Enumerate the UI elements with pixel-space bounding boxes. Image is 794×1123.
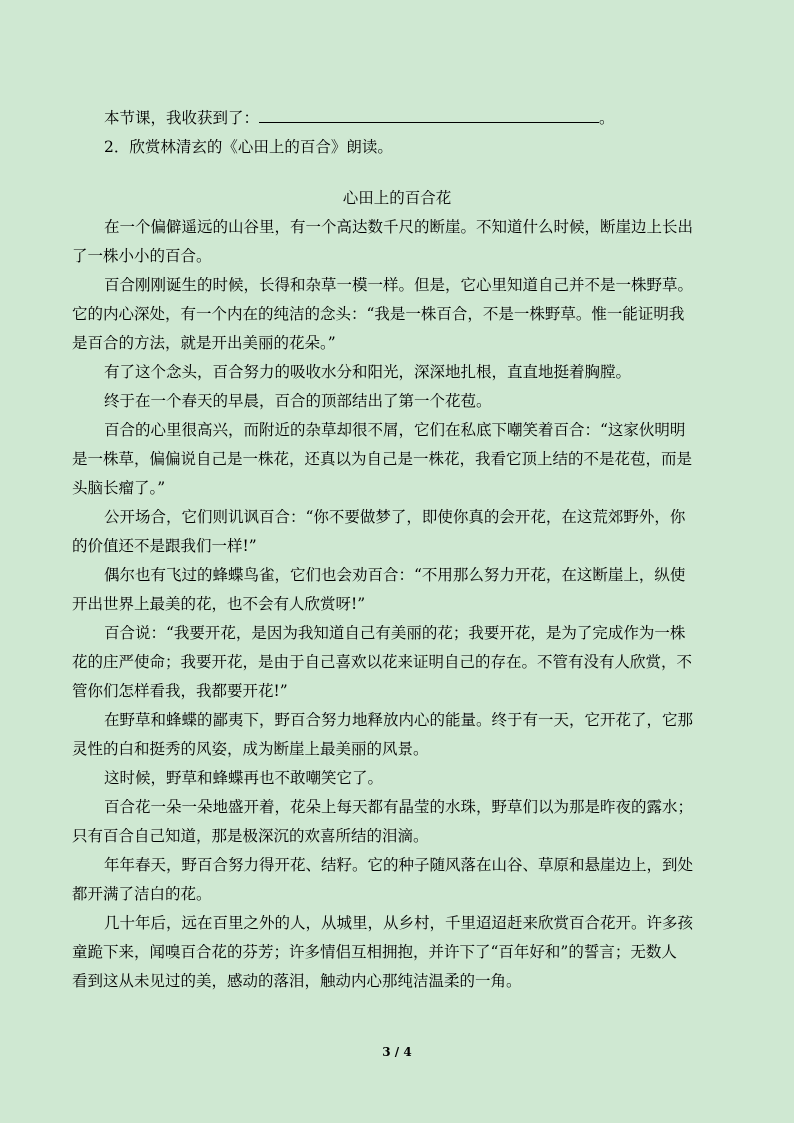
story-line: 都开满了洁白的花。 [72, 885, 212, 903]
story-line: 的价值还不是跟我们一样!” [72, 537, 257, 555]
reflection-prompt [72, 104, 722, 133]
story-line: 偶尔也有飞过的蜂蝶鸟雀，它们也会劝百合：“不用那么努力开花，在这断崖上，纵使 [104, 566, 686, 584]
story-line: 它的内心深处，有一个内在的纯洁的念头：“我是一株百合，不是一株野草。惟一能证明我 [72, 305, 685, 323]
reflection-prefix: 本节课，我收获到了： [104, 109, 260, 127]
story-line: 管你们怎样看我，我都要开花!” [72, 682, 288, 700]
story-line: 灵性的白和挺秀的风姿，成为断崖上最美丽的风景。 [72, 740, 429, 758]
page-content [72, 104, 722, 996]
story-line: 百合的心里很高兴，而附近的杂草却很不屑，它们在私底下嘲笑着百合：“这家伙明明 [104, 421, 686, 439]
story-title: 心田上的百合花 [342, 189, 452, 207]
story-line: 是百合的方法，就是开出美丽的花朵。” [72, 334, 336, 352]
story-line: 只有百合自己知道，那是极深沉的欢喜所结的泪滴。 [72, 827, 429, 845]
story-line: 百合说：“我要开花，是因为我知道自己有美丽的花；我要开花，是为了完成作为一株 [104, 624, 686, 642]
story-line: 了一株小小的百合。 [72, 247, 212, 265]
story-line: 在一个偏僻遥远的山谷里，有一个高达数千尺的断崖。不知道什么时候，断崖边上长出 [104, 218, 694, 236]
story-line: 开出世界上最美的花，也不会有人欣赏呀!” [72, 595, 366, 613]
story-line: 头脑长瘤了。” [72, 479, 166, 497]
story-line: 终于在一个春天的早晨，百合的顶部结出了第一个花苞。 [104, 392, 492, 410]
story-line: 这时候，野草和蜂蝶再也不敢嘲笑它了。 [104, 769, 384, 787]
story-line: 百合花一朵一朵地盛开着，花朵上每天都有晶莹的水珠，野草们以为那是昨夜的露水； [104, 798, 694, 816]
spacer [72, 162, 722, 184]
reflection-suffix: 。 [599, 109, 615, 127]
story-line: 百合刚刚诞生的时候，长得和杂草一模一样。但是，它心里知道自己并不是一株野草。 [104, 276, 694, 294]
story-line: 花的庄严使命；我要开花，是由于自己喜欢以花来证明自己的存在。不管有没有人欣赏，不 [72, 653, 693, 671]
story-line: 有了这个念头，百合努力的吸收水分和阳光，深深地扎根，直直地挺着胸膛。 [104, 363, 632, 381]
story-line: 年年春天，野百合努力得开花、结籽。它的种子随风落在山谷、草原和悬崖边上，到处 [104, 856, 694, 874]
story-line: 是一株草，偏偏说自己是一株花，还真以为自己是一株花，我看它顶上结的不是花苞，而是 [72, 450, 693, 468]
answer-blank[interactable] [259, 106, 599, 123]
story-line: 看到这从未见过的美，感动的落泪，触动内心那纯洁温柔的一角。 [72, 972, 522, 990]
task-2-instruction: 2．欣赏林清玄的《心田上的百合》朗读。 [104, 138, 393, 156]
story-line: 童跪下来，闻嗅百合花的芬芳；许多情侣互相拥抱，并许下了“百年好和”的誓言；无数人 [72, 943, 677, 961]
story-line: 几十年后，远在百里之外的人，从城里，从乡村，千里迢迢赶来欣赏百合花开。许多孩 [104, 914, 694, 932]
story-line: 公开场合，它们则讥讽百合：“你不要做梦了，即使你真的会开花，在这荒郊野外，你 [104, 508, 686, 526]
story-line: 在野草和蜂蝶的鄙夷下，野百合努力地释放内心的能量。终于有一天，它开花了，它那 [104, 711, 694, 729]
page-number: 3 / 4 [382, 1045, 412, 1059]
